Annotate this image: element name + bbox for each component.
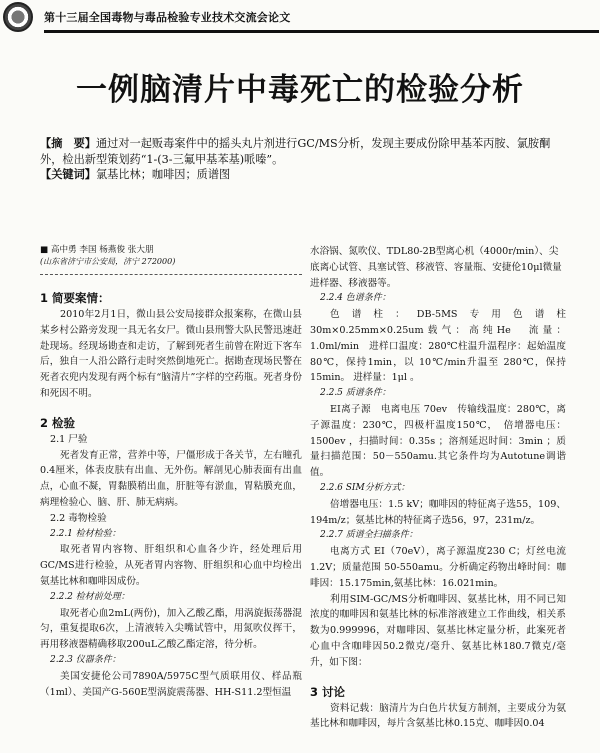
abstract-text: 通过对一起贩毒案件中的摇头丸片剂进行GC/MS分析，发现主要成份除甲基苯丙胺、氯胺酮外，检出新型策划药“1-(3-三氟甲基苯基)哌嗪”。	[40, 137, 551, 166]
section-heading: 3 讨论	[310, 684, 346, 699]
abstract-label: 【摘 要】	[40, 136, 96, 150]
right-column	[310, 244, 566, 732]
paragraph: 2010年2月1日，微山县公安局接群众报案称，在微山县某乡村公路旁发现一具无名女尸。微山县刑警大队民警迅速赶赴现场。经现场勘查和走访，了解到死者生前曾在附近下客车后，独自一人沿公路行走时突然倒地死亡。据勘查现场民警在死者衣兜内发现有两个标有“脑清片”字样的空药瓶。死者身份和死因不明。	[40, 309, 302, 399]
running-header	[0, 0, 600, 34]
paragraph: 取死者胃内容物、肝组织和心血各少许，经处理后用GC/MS进行检验，从死者胃内容物、肝组织和心血中均检出氨基比林和咖啡因成份。	[40, 544, 302, 587]
keywords-label: 【关键词】	[40, 167, 96, 181]
paragraph: EI离子源 电离电压 70ev 传输线温度：280℃，离子源温度：230℃，四极杆温度150℃， 倍增器电压：1500ev ，扫描时间：0.35s ；溶剂延迟时间：3min ；质量扫描范围：50－550amu.其它条件均为Autotune调谐值。	[310, 403, 566, 479]
paragraph: 资料记载：脑清片为白色片状复方制剂，主要成分为氨基比林和咖啡因，每片含氨基比林0.15克、咖啡因0.04	[310, 702, 566, 730]
paragraph: 色谱柱：DB-5MS专用色谱柱30m×0.25mm×0.25um载气：高纯He 流量：1.0ml/min 进样口温度：280℃柱温升温程序：起始温度80℃，保持1min，以 10℃/min升温至 280℃，保持15min。 进样量：1μl 。	[310, 309, 566, 384]
keywords	[40, 167, 560, 183]
police-emblem-icon	[3, 2, 33, 32]
section-heading: 2 检验	[40, 415, 76, 430]
subsubsection-heading: 2.2.6 SIM分析方式：	[320, 482, 410, 493]
section-heading: 1 简要案情：	[40, 291, 110, 305]
subsection-heading: 2.2 毒物检验	[50, 512, 107, 524]
authors: ■ 高中勇 李国 杨燕俊 张大朋	[40, 245, 154, 255]
divider	[40, 274, 302, 275]
subsubsection-heading: 2.2.1 检材检验：	[50, 528, 121, 539]
paragraph: 死者发育正常，营养中等，尸僵形成于各关节，左右瞳孔0.4厘米，体表皮肤有出血、无外伤。解剖见心肺表面有出血点，心血不凝，胃黏膜稍出血，肝脏等有淤血，胃粘膜充血，病理检验心、脑、肝、肺无病病。	[40, 449, 302, 508]
subsubsection-heading: 2.2.2 检材前处理：	[50, 591, 130, 602]
affiliation: (山东省济宁市公安局，济宁 272000)	[40, 257, 176, 266]
subsubsection-heading: 2.2.5 质谱条件：	[320, 388, 391, 399]
header-rule	[44, 30, 599, 33]
journal-title: 第十三届全国毒物与毒品检验专业技术交流会论文	[44, 11, 291, 24]
paragraph: 取死者心血2mL(两份)，加入乙酸乙酯，用涡旋振荡器混匀，重复提取6次，上清液转入尖嘴试管中，用氮吹仪挥干，再用移液器精确移取200uL乙酸乙酯定溶，待分析。	[40, 607, 302, 651]
keywords-text: 氯基比林；咖啡因；质谱图	[95, 168, 231, 181]
abstract	[40, 136, 560, 167]
abstract-block	[40, 136, 560, 183]
paragraph: 倍增器电压：1.5 kV；咖啡因的特征离子选55，109、194m/z；氨基比林的特征离子选56，97，231m/z。	[310, 498, 566, 526]
article-title: 一例脑清片中毒死亡的检验分析	[76, 72, 524, 108]
paragraph: 利用SIM-GC/MS分析咖啡因、氨基比林，用不同已知浓度的咖啡因和氨基比林的标准溶液建立工作曲线，相关系数为0.999996，对咖啡因、氨基比林定量分析，此案死者心血中含咖啡因50.2微克/毫升、氨基比林180.7微克/毫升，如下图：	[310, 593, 566, 668]
paragraph: 水浴锅、氮吹仪、TDL80-2B型离心机（4000r/min）、尖底离心试管、具塞试管、移液管、容量瓶、安捷伦10μl微量进样器、移液器等。	[310, 246, 562, 289]
paragraph: 美国安捷伦公司7890A/5975C型气质联用仪、样品瓶（1ml）、美国产G-560E型涡旋震荡器、HH-S11.2型恒温	[40, 670, 302, 698]
subsubsection-heading: 2.2.4 色谱条件：	[320, 293, 391, 304]
left-column	[40, 244, 302, 700]
paragraph: 电离方式 EI（70eV），离子源温度230 C；灯丝电流1.2V；质量范围 50-550amu。分析确定药物出峰时间：咖啡因：15.175min,氨基比林：16.021min。	[310, 546, 566, 589]
subsection-heading: 2.1 尸验	[50, 433, 88, 445]
subsubsection-heading: 2.2.7 质谱全扫描条件：	[320, 530, 418, 541]
subsubsection-heading: 2.2.3 仪器条件：	[50, 654, 121, 665]
